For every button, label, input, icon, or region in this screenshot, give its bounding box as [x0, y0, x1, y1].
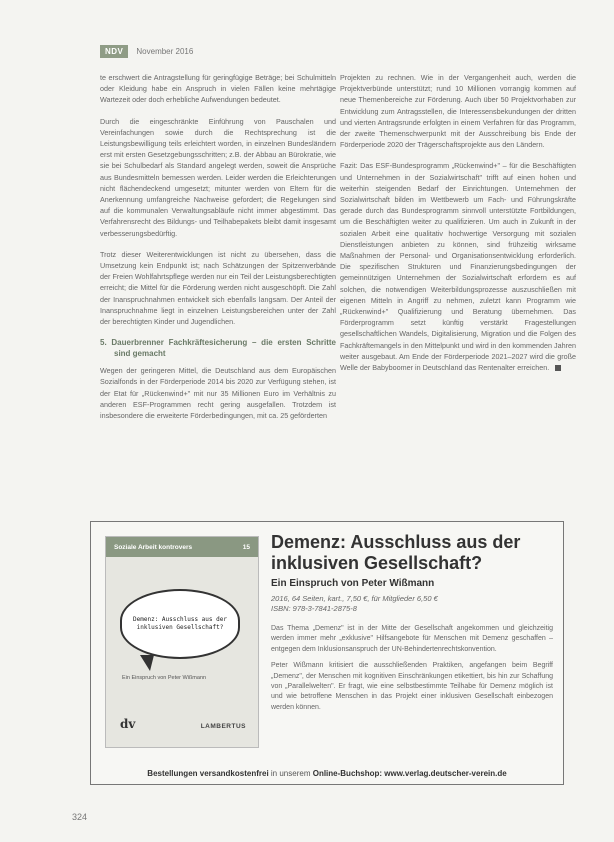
ad-subtitle: Ein Einspruch von Peter Wißmann	[271, 578, 435, 589]
shop-link[interactable]: Online-Buchshop: www.verlag.deutscher-verein.de	[312, 769, 507, 778]
publisher-logo: dv	[120, 717, 136, 731]
paragraph: Peter Wißmann kritisiert die ausschließenden Praktiken, angefangen beim Begriff „Demenz", der Menschen mit kognitiven Einschränkungen etikettiert, bis hin zur Schaffung von „Parallelwelten". Er fragt, wie eine selbstbestimmte Teilhabe für Demenz möglich ist und wie betroffene Menschen in das Projekt einer inklusiven Gesellschaft einbezogen werden können.	[271, 662, 553, 711]
left-column	[100, 72, 336, 431]
end-of-article-mark	[555, 365, 561, 371]
paragraph-text: Fazit: Das ESF-Bundesprogramm „Rückenwind+" – für die Beschäftigten und Unternehmen in der Sozialwirtschaft" trifft auf einen hohen und weiterhin steigenden Bedarf der Einrichtungen. Unternehmen der Sozialwirtschaft bilden im Wettbewerb um Fach- und Führungskräfte gerade durch das Bundesprogramm sinnvoll unterstützte Fortbildungen, um die Beschäftigten weiter zu qualifizieren. Um auch in Zukunft in der sozialen Arbeit eine qualitativ hochwertige Versorgung mit sozialen Dienstleistungen anbieten zu können, sind frühzeitig wirksame Maßnahmen der Personal- und Organisationsentwicklung erforderlich. Die spezifischen Strukturen und Finanzierungsbedingungen der gemeinnützigen Unternehmen der Sozialwirtschaft erfordern es auf solchen, die notwendigen Weiterbildungsprozesse auszuschließen mit eigenen Mitteln in Angriff zu nehmen, zuletzt kann Programm wie „Rückenwind+" Qualifizierung und Beratung übernehmen. Das Förderprogramm setzt künftig verstärkt Fragestellungen gesellschaftlichen Wandels, Digitalisierung, Migration und die Folgen des Fachkräftemangels in den Mittelpunkt und wird in den kommenden Jahren weiter ausgebaut. Am Ende der Förderperiode 2021–2027 wird die große Welle der Babyboomer in Deutschland das Rentenalter erreichen.	[340, 161, 576, 373]
price-line: 2016, 64 Seiten, kart., 7,50 €, für Mitglieder 6,50 €	[271, 594, 438, 603]
book-advertisement	[90, 521, 564, 785]
ad-title: Demenz: Ausschluss aus der inklusiven Gesellschaft?	[271, 532, 521, 573]
cover-author: Ein Einspruch von Peter Wißmann	[122, 675, 207, 681]
series-band	[106, 537, 258, 557]
paragraph: Das Thema „Demenz" ist in der Mitte der Gesellschaft angekommen und gleichzeitig werden immer mehr „exklusive" Hilfsangebote für Menschen mit Demenz geschaffen – entgegen dem Inklusionsanspruch der UN-Behindertenrechtskonvention.	[271, 625, 553, 653]
paragraph	[340, 160, 576, 373]
paragraph: te erschwert die Antragstellung für geringfügige Beträge; bei Schulmitteln oder Kleidung habe ein Anspruch in vielen Fällen keine mehrtägige Wartezeit oder doch erhebliche Aufwendungen bedeutet.	[100, 73, 336, 105]
running-header	[100, 44, 193, 58]
order-info-bold: Bestellungen versandkostenfrei	[147, 769, 269, 778]
paragraph: Projekten zu rechnen. Wie in der Vergangenheit auch, werden die Projektverbünde unterstützt; rund 10 Millionen vorrangig kommen auf neue Themenbereiche zur Förderung. Auch über 50 Projektvorhaben zur Entwicklung zum Antragsstellen, die Interessensbekundungen der dritten und vierten Antragsrunde erfolgten in einem Verfahren für das Programm, der zweite Themenschwerpunkt mit der Ausschreibung bis Ende der Förderperiode 2020 der Trägerschaftsprojekte aus den Ländern.	[340, 73, 576, 150]
series-number: 15	[242, 543, 250, 551]
journal-badge: NDV	[100, 45, 128, 58]
book-details	[271, 594, 438, 614]
order-info	[91, 769, 563, 778]
order-info-plain: in unserem	[270, 769, 311, 778]
right-column	[340, 72, 576, 383]
speech-bubble-tail	[140, 655, 154, 671]
paragraph: Trotz dieser Weiterentwicklungen ist nicht zu übersehen, dass die Umsetzung kein Endpunkt ist; nach Schätzungen der Spitzenverbände der Freien Wohlfahrtspflege werden nur ein Teil der Leistungsberechtigten erreicht; die Mittel für die Förderung werden nicht ausgeschöpft. Die Zahl der Inanspruchnahmen entwickelt sich ebenfalls langsam. Der Anteil der Inanspruchnahme liegt in einzelnen Leistungsbereichen unter der Zahl der berechtigten Kinder und Jugendlichen.	[100, 249, 336, 327]
page-number: 324	[72, 812, 88, 822]
paragraph: Wegen der geringeren Mittel, die Deutschland aus dem Europäischen Sozialfonds in der Förderperiode 2014 bis 2020 zur Verfügung stehen, ist der Etat für „Rückenwind+" mit nur 35 Millionen Euro im Verhältnis zu anderen ESF-Programmen recht gering ausgefallen. Trotzdem ist insbesondere die erweiterte Förderbedingungen, mit ca. 25 geförderten	[100, 366, 336, 421]
cover-publisher: LAMBERTUS	[200, 723, 246, 730]
cover-title: Demenz: Ausschluss aus der inklusiven Gesellschaft?	[133, 616, 227, 631]
section-heading: 5. Dauerbrenner Fachkräftesicherung – die ersten Schritte sind gemacht	[100, 338, 336, 359]
book-cover	[105, 536, 259, 748]
paragraph: Durch die eingeschränkte Einführung von Pauschalen und Vereinfachungen sowie durch die Rechtsprechung ist die Leistungsbewilligung teils erleichtert worden, in einzelnen Bundesländern erst mit ersten Gesetzgebungsschritten; z.B. der Abbau an Bürokratie, wie sie bei Schulbedarf als Standard angelegt werden, soweit die Ansprüche aus Bundesmitteln bemessen werden. Leider werden die Erleichterungen nicht flächendeckend umgesetzt; mitunter werden von Eltern für die Anerkennung umfangreiche Nachweise gefordert; die Regelungen sind auf die kommunalen Verwaltungsabläufe nicht immer abgestimmt. Das Verfahrensrecht des Bildungs- und Teilhabepakets bleibt damit insgesamt verbesserungsbedürftig.	[100, 116, 336, 238]
ad-body	[271, 624, 553, 719]
series-label: Soziale Arbeit kontrovers	[114, 543, 193, 551]
issue-date: November 2016	[136, 46, 194, 56]
isbn-line: ISBN: 978-3-7841-2875-8	[271, 604, 357, 613]
speech-bubble	[120, 589, 240, 659]
